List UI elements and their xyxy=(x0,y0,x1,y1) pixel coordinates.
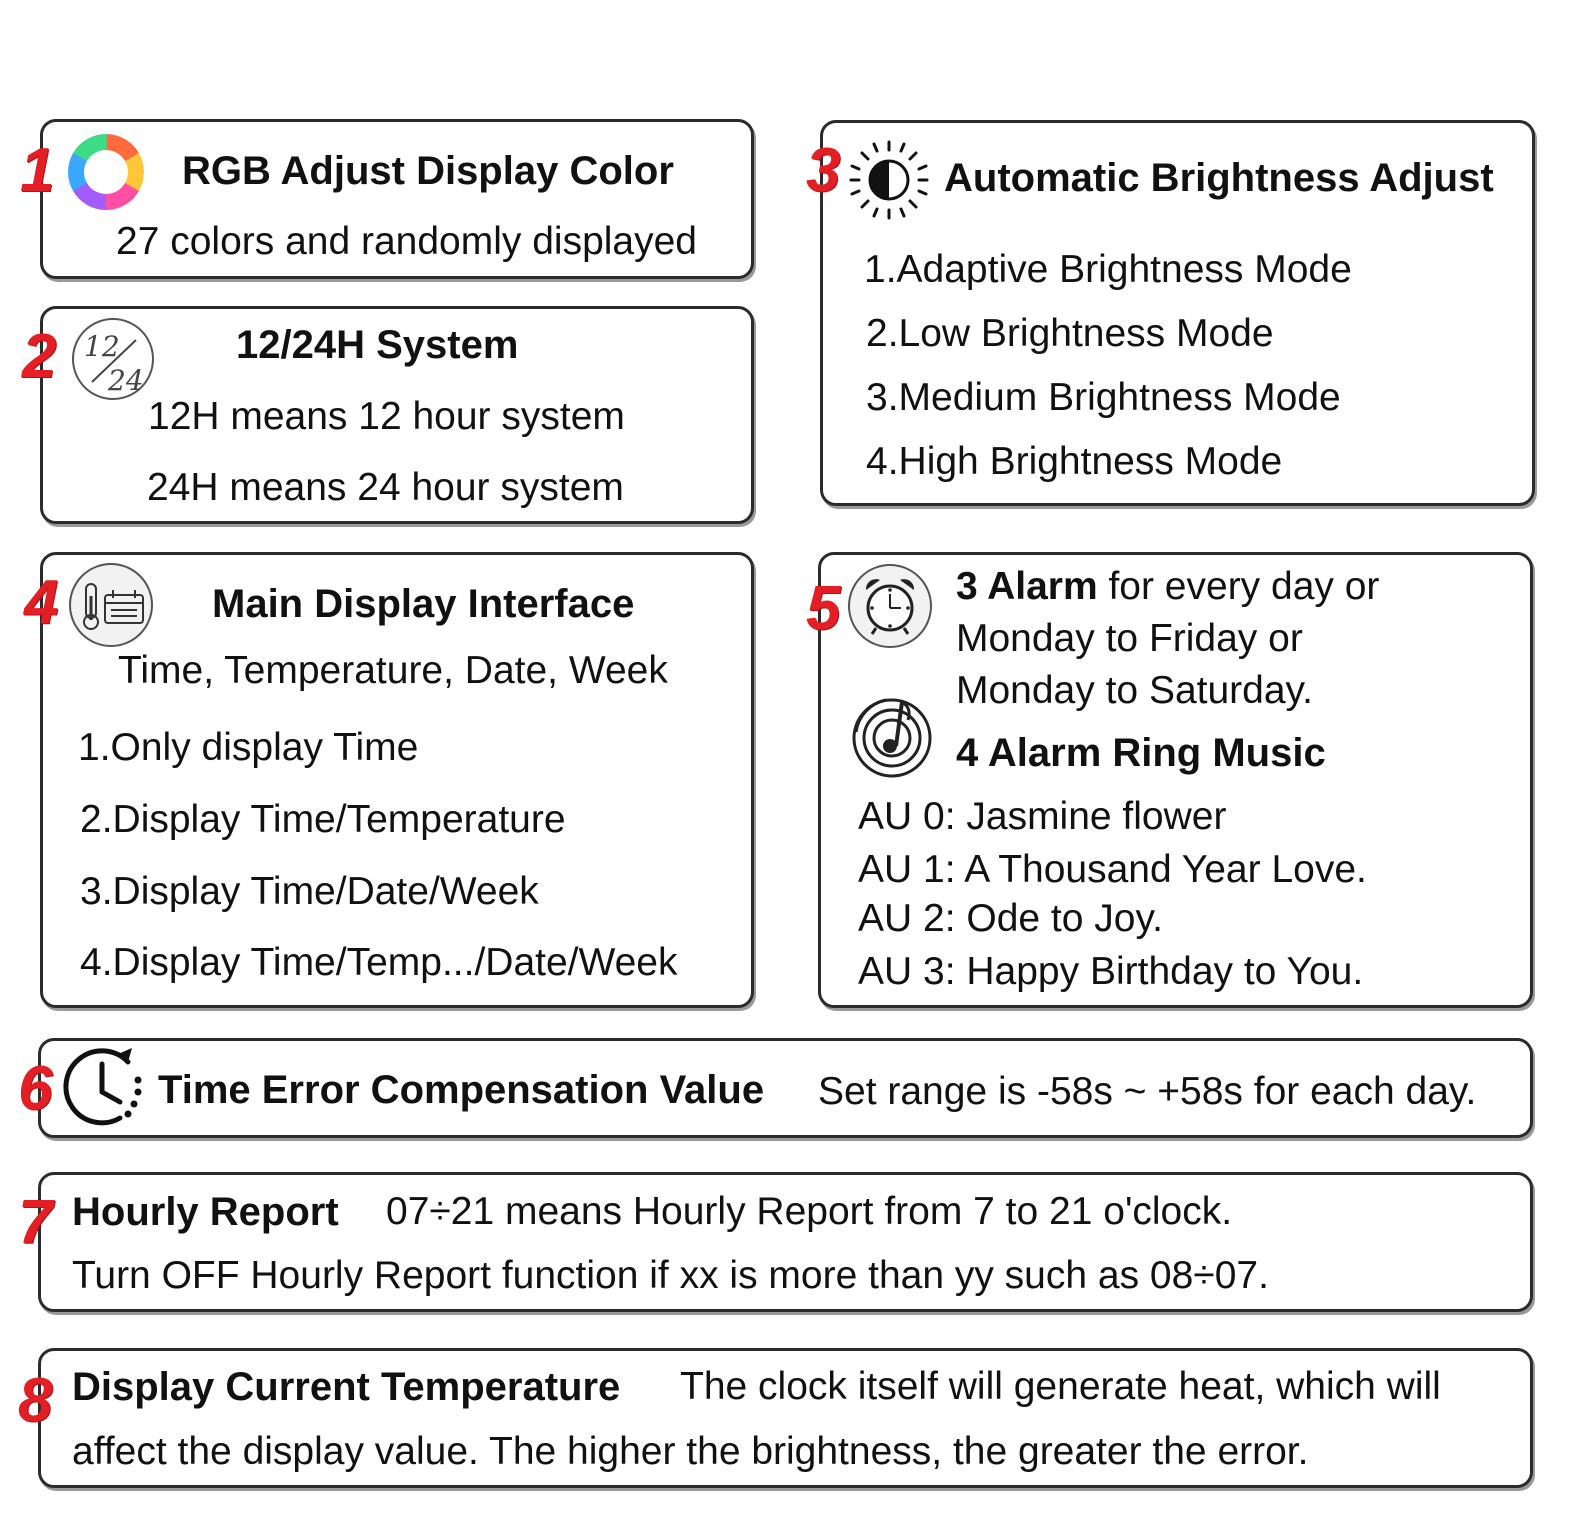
music-note-icon xyxy=(846,692,936,782)
display-mode-1: 1.Only display Time xyxy=(78,726,419,769)
alarm-line-2: Monday to Friday or xyxy=(956,617,1303,660)
temperature-title: Display Current Temperature xyxy=(72,1365,621,1409)
display-mode-3: 3.Display Time/Date/Week xyxy=(80,870,539,913)
brightness-mode-3: 3.Medium Brightness Mode xyxy=(866,376,1341,419)
12h-desc: 12H means 12 hour system xyxy=(148,395,625,438)
brightness-mode-4: 4.High Brightness Mode xyxy=(866,440,1283,483)
compensation-title: Time Error Compensation Value xyxy=(158,1068,765,1112)
icon-label-12: 12 xyxy=(84,330,120,363)
alarm-clock-icon xyxy=(846,562,934,650)
rgb-title: RGB Adjust Display Color xyxy=(182,149,674,193)
section-number-4: 4 xyxy=(24,568,59,637)
rgb-desc: 27 colors and randomly displayed xyxy=(116,220,698,263)
temperature-note-1: The clock itself will generate heat, which will xyxy=(680,1365,1441,1408)
thermometer-calendar-icon xyxy=(68,562,156,650)
24h-desc: 24H means 24 hour system xyxy=(147,466,624,509)
song-3: AU 3: Happy Birthday to You. xyxy=(858,950,1364,993)
main-display-title: Main Display Interface xyxy=(212,582,635,626)
display-mode-2: 2.Display Time/Temperature xyxy=(80,798,566,841)
main-display-subtitle: Time, Temperature, Date, Week xyxy=(118,649,668,692)
icon-label-24: 24 xyxy=(108,364,144,397)
brightness-mode-1: 1.Adaptive Brightness Mode xyxy=(864,248,1352,291)
section-number-1: 1 xyxy=(20,136,55,205)
section-number-8: 8 xyxy=(18,1366,53,1435)
alarm-line-1-rest: for every day or xyxy=(1097,565,1380,608)
song-1: AU 1: A Thousand Year Love. xyxy=(858,848,1367,891)
section-number-7: 7 xyxy=(18,1188,53,1257)
alarm-line-3: Monday to Saturday. xyxy=(956,669,1313,712)
brightness-sun-icon xyxy=(846,138,932,224)
song-2: AU 2: Ode to Joy. xyxy=(858,897,1163,940)
compensation-range: Set range is -58s ~ +58s for each day. xyxy=(818,1070,1477,1113)
hourly-report-off: Turn OFF Hourly Report function if xx is more than yy such as 08÷07. xyxy=(72,1254,1269,1297)
brightness-title: Automatic Brightness Adjust xyxy=(944,156,1494,200)
brightness-mode-2: 2.Low Brightness Mode xyxy=(866,312,1274,355)
rgb-ring-icon xyxy=(58,124,154,220)
section-number-6: 6 xyxy=(18,1054,53,1123)
hourly-report-range: 07÷21 means Hourly Report from 7 to 21 o'clock. xyxy=(386,1190,1233,1233)
temperature-note-2: affect the display value. The higher the brightness, the greater the error. xyxy=(72,1430,1309,1473)
display-mode-4: 4.Display Time/Temp.../Date/Week xyxy=(80,941,678,984)
clock-compensation-icon xyxy=(56,1040,150,1134)
alarm-line-1 xyxy=(956,567,1379,606)
song-0: AU 0: Jasmine flower xyxy=(858,795,1227,838)
12-24-clock-icon xyxy=(70,316,158,404)
section-number-2: 2 xyxy=(22,322,57,391)
alarm-count: 3 Alarm xyxy=(956,565,1098,608)
12-24h-title: 12/24H System xyxy=(236,323,519,367)
alarm-music-title: 4 Alarm Ring Music xyxy=(956,731,1326,775)
section-number-5: 5 xyxy=(806,574,841,643)
section-number-3: 3 xyxy=(806,136,841,205)
hourly-report-title: Hourly Report xyxy=(72,1190,339,1234)
